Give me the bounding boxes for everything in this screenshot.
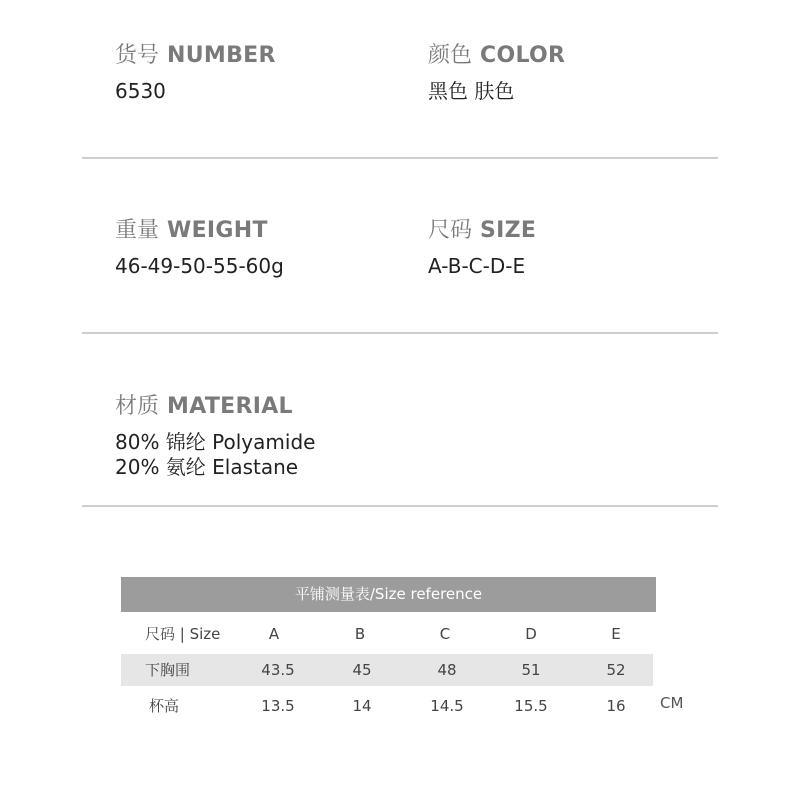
spec-size-label-cn: 尺码 xyxy=(428,218,473,243)
size-reference-table xyxy=(121,577,656,715)
spec-weight xyxy=(115,218,284,279)
table-cell: 48 xyxy=(437,661,457,679)
spec-number-label-cn: 货号 xyxy=(115,43,160,68)
spec-material xyxy=(115,394,315,480)
spec-color-value: 黑色 肤色 xyxy=(428,79,515,103)
spec-material-label-en: MATERIAL xyxy=(167,394,293,419)
table-cell: 43.5 xyxy=(261,661,295,679)
table-cell: 15.5 xyxy=(514,697,548,715)
row-label: 杯高 xyxy=(149,697,180,715)
table-cell: 52 xyxy=(606,661,626,679)
spec-number xyxy=(115,43,276,104)
header-cell-d: D xyxy=(525,625,537,643)
table-cell: 14 xyxy=(352,697,372,715)
spec-size-label xyxy=(428,218,536,244)
spec-color xyxy=(428,43,565,104)
unit-label: CM xyxy=(660,694,684,712)
spec-weight-value: 46-49-50-55-60g xyxy=(115,254,284,278)
spec-material-label-cn: 材质 xyxy=(115,394,160,419)
spec-color-label-en: COLOR xyxy=(480,43,566,68)
table-cell: 51 xyxy=(521,661,541,679)
table-cell: 14.5 xyxy=(430,697,464,715)
size-reference-title: 平铺测量表/Size reference xyxy=(121,577,656,612)
spec-weight-label-en: WEIGHT xyxy=(167,218,268,243)
header-cell-b: B xyxy=(354,625,366,643)
material-line: 80% 锦纶 Polyamide xyxy=(115,430,316,454)
table-row xyxy=(121,654,653,686)
row-label: 下胸围 xyxy=(145,661,191,679)
spec-color-label-cn: 颜色 xyxy=(428,43,473,68)
header-cell-a: A xyxy=(268,625,280,643)
spec-color-label xyxy=(428,43,565,69)
spec-size xyxy=(428,218,536,279)
spec-number-value: 6530 xyxy=(115,79,166,103)
table-row xyxy=(121,690,653,722)
spec-weight-label-cn: 重量 xyxy=(115,218,160,243)
divider xyxy=(82,505,718,507)
divider xyxy=(82,332,718,334)
spec-size-label-en: SIZE xyxy=(480,218,537,243)
spec-number-label-en: NUMBER xyxy=(167,43,276,68)
spec-material-value xyxy=(115,430,315,480)
table-cell: 45 xyxy=(352,661,372,679)
spec-weight-label xyxy=(115,218,284,244)
spec-material-label xyxy=(115,394,315,420)
material-line: 20% 氨纶 Elastane xyxy=(115,455,299,479)
header-cell-c: C xyxy=(439,625,451,643)
table-header-row xyxy=(121,618,653,650)
spec-size-value: A-B-C-D-E xyxy=(428,254,526,278)
spec-number-label xyxy=(115,43,276,69)
divider xyxy=(82,157,718,159)
table-cell: 16 xyxy=(606,697,626,715)
table-cell: 13.5 xyxy=(261,697,295,715)
header-cell-size: 尺码 | Size xyxy=(145,625,221,643)
header-cell-e: E xyxy=(611,625,621,643)
